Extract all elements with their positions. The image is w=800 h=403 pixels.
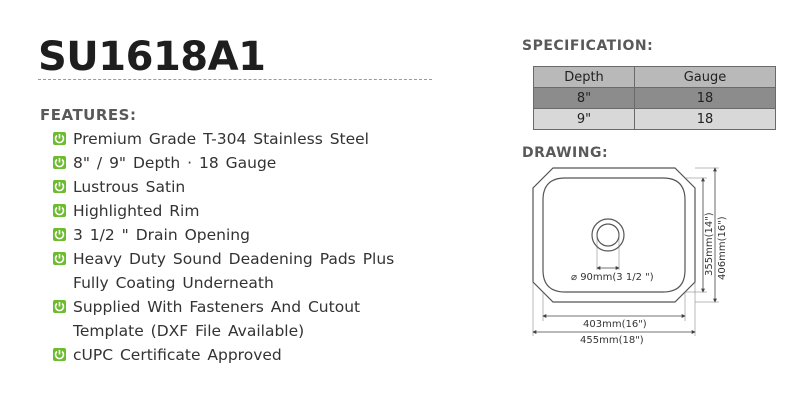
check-bullet-icon [53, 252, 66, 265]
depth-cell: 9" [534, 109, 635, 130]
table-header-row [534, 67, 776, 88]
sink-drawing [525, 164, 735, 349]
depth-cell: 8" [534, 88, 635, 109]
features-list [53, 127, 433, 367]
feature-item [53, 295, 433, 343]
check-bullet-icon [53, 228, 66, 241]
feature-item [53, 175, 433, 199]
check-bullet-icon [53, 156, 66, 169]
feature-item [53, 247, 433, 295]
feature-text: Lustrous Satin [73, 178, 186, 196]
drawing-heading: DRAWING: [522, 145, 609, 161]
feature-item [53, 127, 433, 151]
drain-inner-circle [597, 224, 619, 246]
features-heading: FEATURES: [40, 106, 137, 124]
check-bullet-icon [53, 348, 66, 361]
feature-text: Premium Grade T-304 Stainless Steel [73, 130, 369, 148]
feature-text: Supplied With Fasteners And Cutout Template (DXF File Available) [73, 298, 361, 340]
column-header-gauge: Gauge [635, 67, 776, 88]
feature-text: Heavy Duty Sound Deadening Pads Plus Fully Coating Underneath [73, 250, 395, 292]
check-bullet-icon [53, 180, 66, 193]
feature-item [53, 199, 433, 223]
model-title: SU1618A1 [38, 34, 266, 80]
column-header-depth: Depth [534, 67, 635, 88]
feature-item [53, 343, 433, 367]
table-row [534, 109, 776, 130]
check-bullet-icon [53, 204, 66, 217]
check-bullet-icon [53, 132, 66, 145]
table-row [534, 88, 776, 109]
inner-width-label: 403mm(16") [583, 319, 647, 330]
outer-width-label: 455mm(18") [580, 335, 644, 346]
feature-item [53, 223, 433, 247]
gauge-cell: 18 [635, 109, 776, 130]
feature-item [53, 151, 433, 175]
gauge-cell: 18 [635, 88, 776, 109]
feature-text: Highlighted Rim [73, 202, 200, 220]
outer-height-label: 406mm(16") [717, 216, 728, 280]
specification-heading: SPECIFICATION: [522, 38, 654, 54]
title-divider [38, 79, 432, 80]
specification-table [533, 66, 776, 130]
feature-text: 3 1/2 " Drain Opening [73, 226, 250, 244]
feature-text: cUPC Certificate Approved [73, 346, 282, 364]
feature-text: 8" / 9" Depth · 18 Gauge [73, 154, 277, 172]
check-bullet-icon [53, 300, 66, 313]
inner-height-label: 355mm(14") [704, 212, 715, 276]
drain-dimension-label: ⌀ 90mm(3 1/2 ") [571, 272, 654, 283]
